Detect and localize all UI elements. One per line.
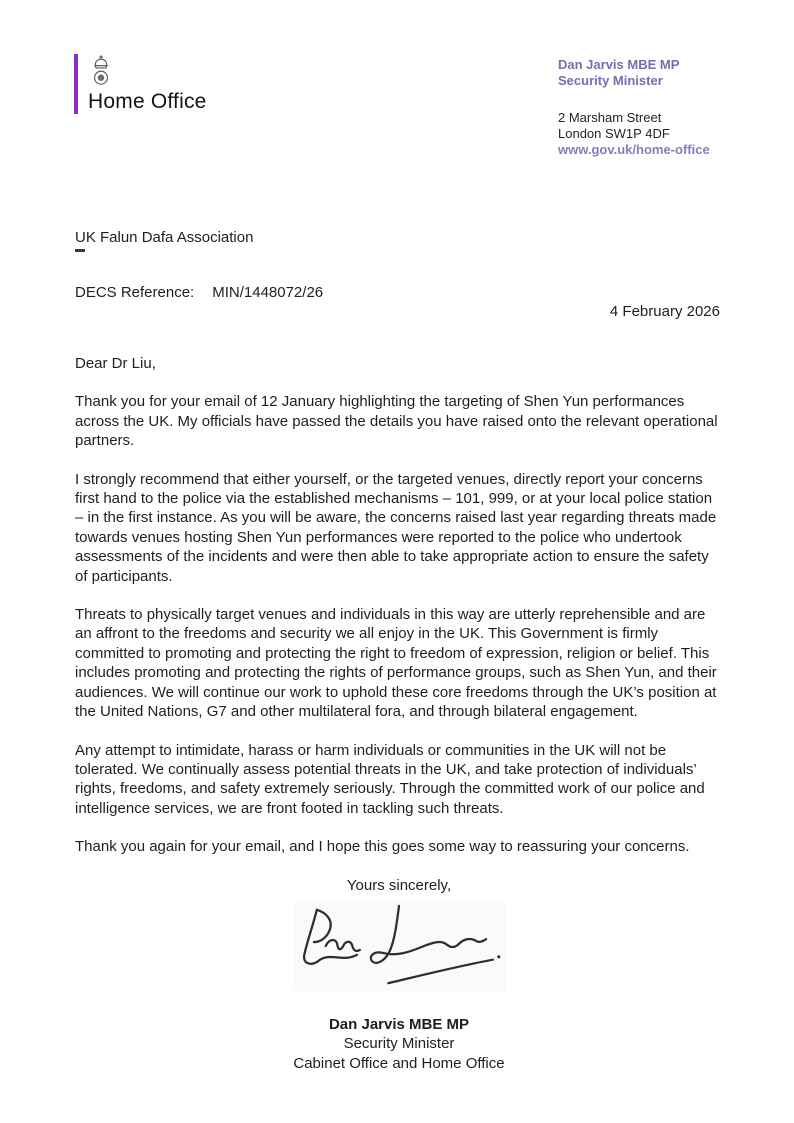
logo-purple-bar — [74, 54, 78, 114]
paragraph-4: Any attempt to intimidate, harass or harm individuals or communities in the UK will not be tolerated. We continually assess potential threats in the UK, and take protection of individuals’ rights, freedoms, and safety extremely seriously. Through the committed work of our police and intelligence services, we are front footed in tackling such threats. — [75, 741, 705, 817]
recipient-block — [75, 228, 253, 252]
recipient-name: UK Falun Dafa Association — [75, 229, 254, 246]
minister-name: Dan Jarvis MBE MP — [558, 57, 680, 72]
department-name: Home Office — [88, 90, 207, 113]
signoff-title: Security Minister — [343, 1035, 455, 1053]
office-address-line1: 2 Marsham Street — [558, 110, 662, 125]
gov-uk-website-link[interactable]: www.gov.uk/home-office — [558, 142, 710, 157]
signoff-name: Dan Jarvis MBE MP — [328, 1015, 470, 1033]
salutation: Dear Dr Liu, — [75, 355, 156, 372]
office-address-line2: London SW1P 4DF — [558, 126, 670, 141]
paragraph-3: Threats to physically target venues and individuals in this way are utterly reprehensible and are an affront to the freedoms and security we all enjoy in the UK. This Government is firmly committed to promoting and protecting the right to freedom of expression, religion or belief. This includes promoting and protecting the rights of performance groups, such as Shen Yun, and their audiences. We will continue our work to uphold these core freedoms through the UK’s position at the United Nations, G7 and other multilateral fora, and through bilateral engagement. — [75, 606, 717, 721]
reference-label: DECS Reference: — [75, 284, 195, 301]
signoff-block — [75, 1015, 723, 1074]
paragraph-1: Thank you for your email of 12 January highlighting the targeting of Shen Yun performances across the UK. My officials have passed the details you have raised onto the relevant operational partners. — [75, 393, 718, 450]
home-office-logo — [74, 54, 207, 114]
closing-phrase: Yours sincerely, — [346, 876, 452, 894]
signoff-department: Cabinet Office and Home Office — [293, 1054, 505, 1072]
paragraph-2: I strongly recommend that either yourself, or the targeted venues, directly report your concerns first hand to the police via the established mechanisms – 101, 999, or at your local police station – in the first instance. As you will be aware, the concerns raised last year regarding threats made towards venues hosting Shen Yun performances were reported to the police who undertook assessments of the incidents and were then able to take appropriate action to ensure the safety of participants. — [75, 470, 717, 585]
handwritten-signature — [293, 901, 506, 991]
paragraph-5: Thank you again for your email, and I hope this goes some way to reassuring your concerns. — [75, 838, 690, 856]
reference-value: MIN/1448072/26 — [212, 284, 324, 301]
letter-body — [75, 354, 723, 1073]
minister-contact-block — [558, 57, 710, 158]
cropped-address-line — [75, 249, 85, 252]
minister-title: Security Minister — [558, 73, 663, 88]
reference-line — [75, 284, 323, 301]
royal-crest-icon — [90, 54, 112, 88]
letter-date: 4 February 2026 — [609, 303, 720, 320]
